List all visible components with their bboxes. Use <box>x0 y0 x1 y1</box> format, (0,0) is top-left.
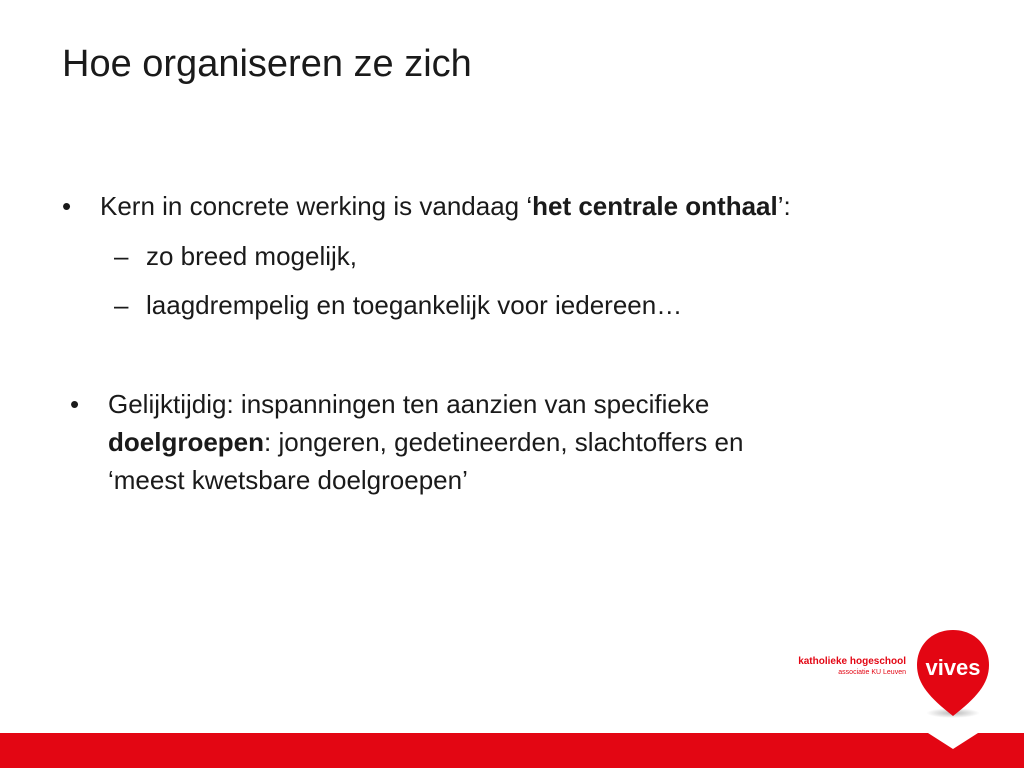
bullet2-line2 <box>108 424 743 461</box>
bullet1-bold: het centrale onthaal <box>532 191 778 221</box>
bullet2-line3: ‘meest kwetsbare doelgroepen’ <box>108 465 468 495</box>
logo-mark-text: vives <box>925 655 981 680</box>
subitem-1: zo breed mogelijk, <box>146 241 357 271</box>
vives-logo-icon <box>913 628 993 728</box>
bullet2-bold: doelgroepen <box>108 427 265 457</box>
bullet-marker: • <box>70 389 80 419</box>
dash-marker: – <box>114 290 129 320</box>
bullet1-pre: Kern in concrete werking is vandaag ‘ <box>100 191 533 221</box>
logo-caption <box>798 656 906 678</box>
bullet-marker: • <box>62 191 72 221</box>
logo-line1: katholieke hogeschool <box>798 656 906 667</box>
bullet1-post: ’: <box>777 191 791 221</box>
bullet-item-2 <box>70 386 950 506</box>
logo-line2: associatie KU Leuven <box>838 669 906 676</box>
slide-title: Hoe organiseren ze zich <box>62 43 472 85</box>
bullet-text-1 <box>100 188 791 225</box>
dash-marker: – <box>114 241 129 271</box>
bullet2-line2-rest: : jongeren, gedetineerden, slachtoffers en <box>264 427 744 457</box>
footer-notch <box>928 733 978 751</box>
subitem-2: laagdrempelig en toegankelijk voor iedereen… <box>146 290 683 320</box>
bullet-item-1 <box>62 188 962 318</box>
bullet2-line1: Gelijktijdig: inspanningen ten aanzien van specifieke <box>108 389 710 419</box>
footer-bar <box>0 733 1024 768</box>
